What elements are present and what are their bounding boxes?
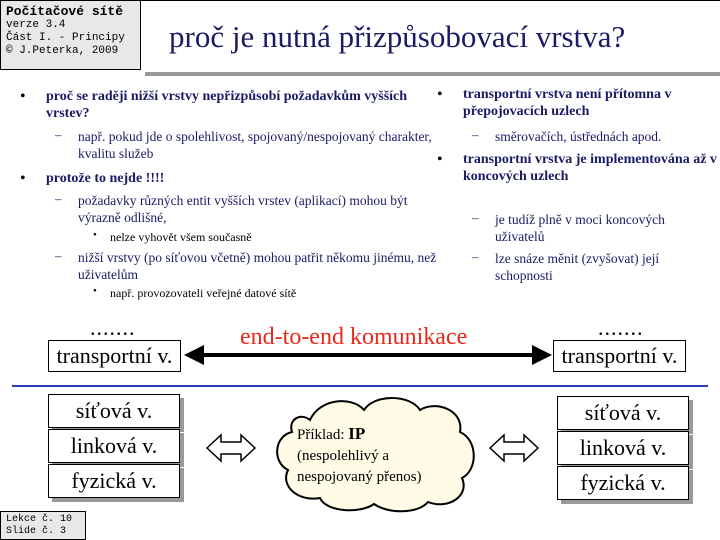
bullet-dot-icon: •	[437, 151, 443, 168]
end-to-end-arrow-icon	[180, 340, 560, 370]
cloud-line-2: (nespolehlivý a	[297, 448, 390, 464]
right-physical-layer: fyzická v.	[557, 466, 689, 500]
title-box	[141, 0, 720, 72]
cloud-ip-label: IP	[348, 424, 366, 443]
course-name: Počítačové sítě	[6, 4, 124, 19]
bullet-q2: protože to nejde !!!!	[46, 171, 165, 186]
bullet-q2-sub1: požadavky různých entit vyšších vrstev (aplikací) mohou být výrazně odlišné,	[78, 193, 408, 225]
dash-icon: –	[472, 127, 479, 142]
bullet-q2-sub2-sub: např. provozovateli veřejné datové sítě	[110, 286, 297, 300]
dash-icon: –	[55, 127, 62, 142]
bullet-q1: proč se raději nižší vrstvy nepřizpůsobí požadavkům vyšších vrstev?	[46, 89, 408, 121]
right-transport-layer: transportní v.	[553, 340, 686, 372]
right-double-arrow-icon	[488, 432, 540, 464]
part-label: Část I. - Principy	[6, 32, 125, 44]
dash-icon: –	[472, 210, 479, 225]
lecture-number: Lekce č. 10	[6, 514, 73, 525]
right-network-layer: síťová v.	[557, 396, 689, 430]
bullet-q2-sub1-sub: nelze vyhovět všem současně	[110, 230, 252, 244]
bullet-q1-sub: např. pokud jde o spolehlivost, spojovaný/nespojovaný charakter, kvalitu služeb	[78, 129, 432, 161]
course-info-box	[0, 0, 141, 70]
bullet-p2-sub1: je tudíž plně v moci koncových uživatelů	[495, 212, 665, 244]
cloud-text	[297, 423, 422, 488]
left-link-layer: linková v.	[48, 429, 180, 463]
slide-title: proč je nutná přizpůsobovací vrstva?	[169, 19, 626, 54]
version-label: verze 3.4	[6, 19, 66, 31]
bullet-p2-sub2: lze snáze měnit (zvyšovat) její schopnosti	[495, 251, 660, 283]
left-transport-layer: transportní v.	[48, 340, 181, 372]
dash-icon: –	[472, 249, 479, 264]
left-double-arrow-icon	[205, 432, 257, 464]
left-upper-layers-dots: .......	[90, 315, 136, 340]
bullet-dot-icon: •	[93, 285, 97, 297]
bullet-dot-icon: •	[20, 88, 26, 105]
left-physical-layer: fyzická v.	[48, 464, 180, 498]
end-to-end-label: end-to-end komunikace	[240, 324, 468, 350]
bullet-p2: transportní vrstva je implementována až v koncových uzlech	[463, 152, 717, 184]
bullet-q2-sub2: nižší vrstvy (po síťovou včetně) mohou patřit někomu jinému, než uživatelům	[78, 250, 437, 282]
dash-icon: –	[55, 248, 62, 263]
cloud-example-label: Příklad:	[297, 427, 349, 443]
copyright-label: © J.Peterka, 2009	[6, 45, 119, 57]
bullet-dot-icon: •	[93, 229, 97, 241]
bullet-dot-icon: •	[20, 170, 26, 187]
dash-icon: –	[55, 191, 62, 206]
slide-number: Slide č. 3	[6, 526, 67, 537]
left-network-layer: síťová v.	[48, 394, 180, 428]
bullet-p1: transportní vrstva není přítomna v přepojovacích uzlech	[463, 87, 672, 119]
bullet-dot-icon: •	[437, 86, 443, 103]
cloud-line-3: nespojovaný přenos)	[297, 469, 422, 485]
divider-line	[12, 385, 708, 387]
bullet-p1-sub: směrovačích, ústřednách apod.	[495, 129, 662, 144]
slide-info-box	[0, 511, 86, 540]
right-link-layer: linková v.	[557, 431, 689, 465]
right-upper-layers-dots: .......	[598, 315, 644, 340]
